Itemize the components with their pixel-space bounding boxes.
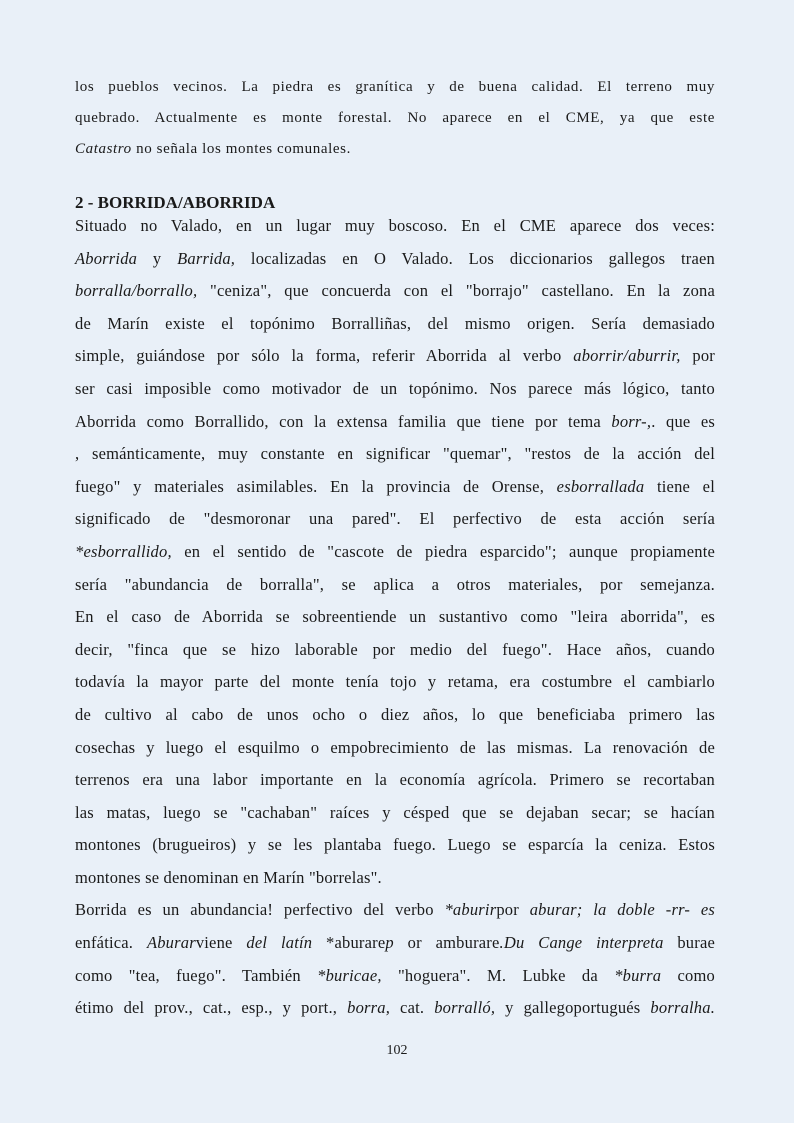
text-line <box>75 769 715 802</box>
text-run: por <box>680 346 715 366</box>
text-run: Situado no Valado, en un lugar muy boscoso. En el CME aparece dos veces: <box>75 216 715 235</box>
italic-run: aborrir/aburrir, <box>573 346 681 366</box>
text-run: significado de "desmoronar una pared". El perfectivo de esta acción sería <box>75 509 715 529</box>
text-line <box>75 76 715 107</box>
text-run: "ceniza", que concuerda con el "borrajo" castellano. En la zona <box>197 281 715 301</box>
text-run: viene <box>195 933 233 953</box>
italic-run: Barrida, <box>177 248 236 268</box>
text-line <box>75 606 715 639</box>
text-run: fuego" y materiales asimilables. En la provincia de Orense, <box>75 476 557 496</box>
text-line <box>75 215 715 248</box>
text-line <box>75 476 715 509</box>
text-run: . que es <box>651 411 716 431</box>
text-run: cosechas y luego el esquilmo o empobrecimiento de las mismas. La renovación de <box>75 737 715 757</box>
text-line <box>75 997 715 1030</box>
italic-run: *esborrallido, <box>75 541 172 561</box>
italic-run: Aburar <box>146 933 196 953</box>
text-run: las matas, luego se "cachaban" raíces y césped que se dejaban secar; se hacían <box>75 802 715 822</box>
text-run: de cultivo al cabo de unos ocho o diez años, lo que beneficiaba primero las <box>75 704 715 724</box>
text-run: montones (brugueiros) y se les plantaba fuego. Luego se esparcía la ceniza. Estos <box>75 835 715 855</box>
text-run: En el caso de Aborrida se sobreentiende un sustantivo como "leira aborrida", es <box>75 607 715 627</box>
text-run: no señala los montes comunales. <box>131 141 351 157</box>
text-run: burae <box>677 933 715 953</box>
text-line <box>75 443 715 476</box>
text-run: terrenos era una labor importante en la economía agrícola. Primero se recortaban <box>75 770 715 790</box>
text-line <box>75 867 715 900</box>
text-run: como "tea, fuego". También <box>75 965 318 985</box>
italic-run: .Du Cange interpreta <box>499 933 678 953</box>
text-line <box>75 378 715 411</box>
text-line <box>75 107 715 138</box>
text-run: todavía la mayor parte del monte tenía tojo y retama, era costumbre el cambiarlo <box>75 672 715 692</box>
page-content <box>75 76 715 1030</box>
text-line <box>75 280 715 313</box>
text-line <box>75 541 715 574</box>
text-line <box>75 508 715 541</box>
text-run: por <box>496 900 519 920</box>
text-line <box>75 802 715 835</box>
italic-run: *buricae, <box>317 965 382 985</box>
text-run: simple, guiándose por sólo la forma, referir Aborrida al verbo <box>75 346 574 366</box>
italic-run: esborrallada <box>556 476 645 496</box>
italic-run: aburar; la doble -rr- es <box>518 900 715 920</box>
italic-run: Catastro <box>75 141 132 157</box>
text-run: decir, "finca que se hizo laborable por medio del fuego". Hace años, cuando <box>75 639 715 659</box>
text-run: y <box>137 248 178 268</box>
text-line <box>75 248 715 281</box>
italic-run: borra, <box>347 998 391 1018</box>
text-run: cat. <box>390 998 435 1018</box>
text-run: Aborrida como Borrallido, con la extensa familia que tiene por tema <box>75 411 612 431</box>
text-run: y gallegoportugués <box>495 998 651 1018</box>
intro-paragraph <box>75 76 715 169</box>
text-run: Borrida es un abundancia! perfectivo del verbo <box>75 900 445 920</box>
section-heading: 2 - BORRIDA/ABORRIDA <box>75 193 276 212</box>
text-run: localizadas en O Valado. Los diccionarios gallegos traen <box>235 248 715 268</box>
italic-run <box>422 933 436 952</box>
text-run: , semánticamente, muy constante en significar "quemar", "restos de la acción del <box>75 444 715 464</box>
text-line <box>75 411 715 444</box>
text-run: quebrado. Actualmente es monte forestal. No aparece en el CME, ya que este <box>75 110 715 126</box>
text-run: *aburare <box>326 933 386 953</box>
text-run: amburare <box>435 933 500 953</box>
italic-run: *aburir <box>444 900 497 920</box>
text-run: tiene el <box>644 476 715 496</box>
italic-run: borralha. <box>650 998 716 1018</box>
text-line <box>75 704 715 737</box>
italic-run: borr-, <box>611 411 652 431</box>
italic-run: *burra <box>614 965 662 985</box>
text-line <box>75 834 715 867</box>
italic-run: del latín <box>232 933 327 953</box>
text-line <box>75 671 715 704</box>
text-run: enfática. <box>75 933 147 953</box>
text-line <box>75 899 715 932</box>
text-run: montones se denominan en Marín "borrelas". <box>75 867 382 887</box>
text-line <box>75 639 715 672</box>
italic-run: borralla/borrallo, <box>75 281 198 301</box>
text-run: en el sentido de "cascote de piedra esparcido"; aunque propiamente <box>171 541 715 561</box>
text-line <box>75 313 715 346</box>
text-run: de Marín existe el topónimo Borralliñas, del mismo origen. Sería demasiado <box>75 313 715 333</box>
text-run: sería "abundancia de borralla", se aplica a otros materiales, por semejanza. <box>75 574 715 594</box>
italic-run: Aborrida <box>75 248 138 268</box>
text-line <box>75 965 715 998</box>
italic-run: p <box>385 933 408 953</box>
italic-run: borralló, <box>434 998 496 1018</box>
text-line <box>75 737 715 770</box>
body-text <box>75 215 715 1030</box>
text-run: étimo del prov., cat., esp., y port., <box>75 998 348 1018</box>
text-run: or <box>407 933 422 953</box>
text-run: "hoguera". M. Lubke da <box>381 965 615 985</box>
text-line <box>75 138 715 169</box>
text-run: los pueblos vecinos. La piedra es granítica y de buena calidad. El terreno muy <box>75 79 715 95</box>
text-line <box>75 345 715 378</box>
text-run: ser casi imposible como motivador de un topónimo. Nos parece más lógico, tanto <box>75 378 715 398</box>
text-run: como <box>661 965 715 985</box>
text-line <box>75 932 715 965</box>
page-number: 102 <box>386 1043 408 1058</box>
text-line <box>75 574 715 607</box>
